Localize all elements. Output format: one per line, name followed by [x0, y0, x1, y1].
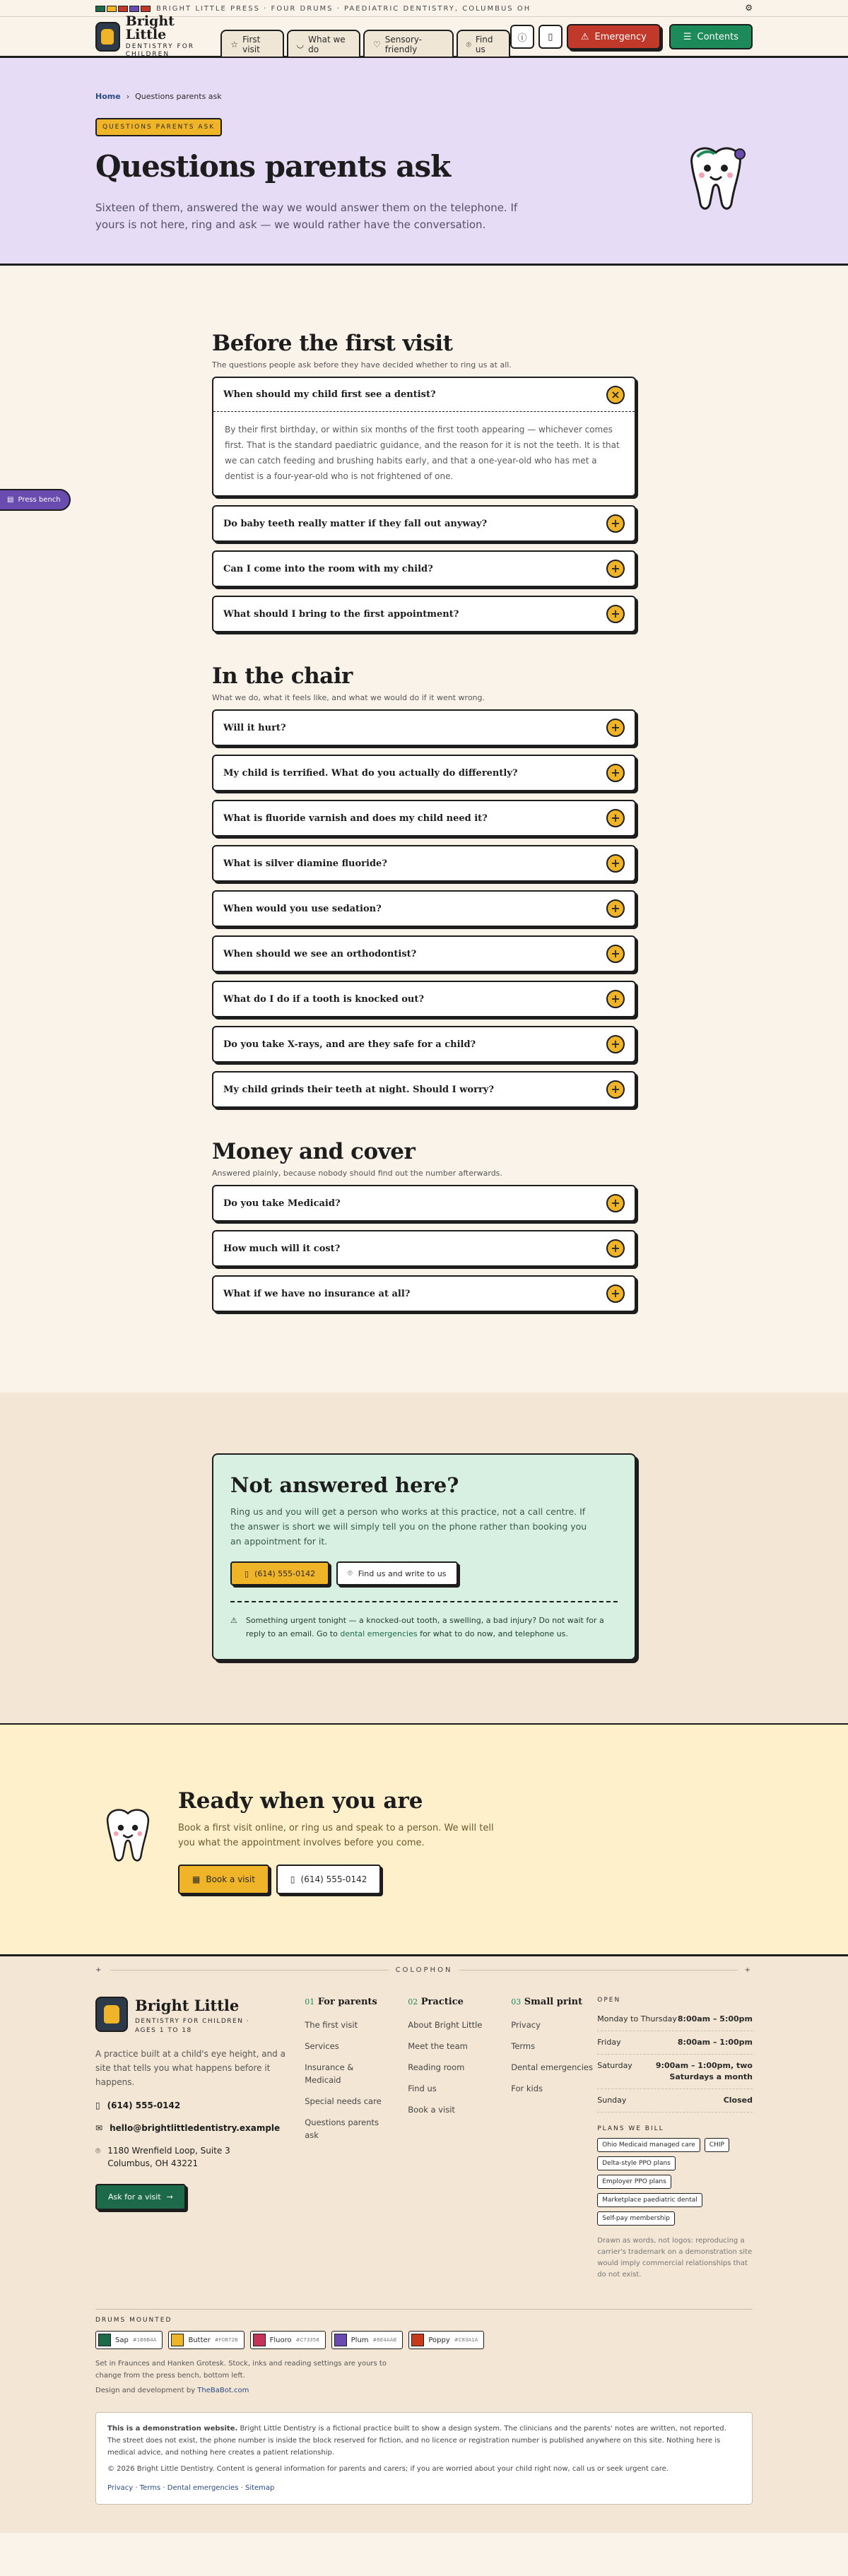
hours-time: 8:00am – 1:00pm [677, 2038, 753, 2047]
alert-icon: ⚠ [230, 1616, 237, 1625]
faq-question[interactable] [213, 982, 635, 1016]
footer-nav-link[interactable]: Privacy [511, 2020, 541, 2030]
footer-nav-link[interactable]: Questions parents ask [305, 2117, 379, 2140]
design-credit: Design and development by TheBaBot.com [95, 2387, 249, 2394]
arrow-right-icon: → [166, 2192, 173, 2202]
settings-icon[interactable]: ⚙ [745, 3, 753, 13]
phone-icon: ▯ [290, 1874, 295, 1884]
nav-tab-label: What we do [308, 35, 346, 54]
site-header [0, 13, 848, 58]
drum-swatches [95, 6, 151, 12]
footer-nav-number: 03 [511, 1997, 522, 2007]
footer-nav-title [408, 1997, 494, 2007]
plus-icon[interactable]: + [606, 764, 625, 782]
mail-icon: ✉ [95, 2123, 103, 2133]
faq-question[interactable] [213, 892, 635, 926]
open-label: OPEN [597, 1997, 621, 2004]
section-badge: QUESTIONS PARENTS ASK [95, 118, 222, 136]
nav-tab[interactable] [457, 30, 510, 57]
drum-hex: #1B6B4A [132, 2337, 157, 2343]
faq-question[interactable] [213, 552, 635, 586]
question-text: What if we have no insurance at all? [223, 1288, 411, 1299]
nav-tab[interactable] [220, 30, 283, 57]
hours-row [597, 2089, 753, 2113]
faq-question[interactable] [213, 597, 635, 631]
plus-icon[interactable]: + [606, 990, 625, 1008]
drum-hex: #C73358 [295, 2337, 319, 2343]
footer-tagline: DENTISTRY FOR CHILDREN · AGES 1 TO 18 [135, 2018, 250, 2034]
drum-chip[interactable] [331, 2331, 404, 2349]
question-text: What should I bring to the first appointment? [223, 608, 459, 620]
footer-brand: Bright Little [135, 1997, 240, 2014]
footer-legal-link[interactable]: Privacy [107, 2484, 134, 2492]
footer-nav-heading: For parents [317, 1997, 377, 2007]
hours-time: 8:00am – 5:00pm [677, 2014, 753, 2023]
ready-band [0, 1725, 848, 1956]
hours-day: Monday to Thursday [597, 2014, 677, 2023]
footer-nav-link[interactable]: About Bright Little [408, 2020, 483, 2030]
footer-nav-link[interactable]: Find us [408, 2084, 437, 2093]
design-link[interactable]: TheBaBot.com [197, 2387, 249, 2394]
calendar-icon: ▦ [192, 1874, 201, 1884]
faq-question[interactable] [213, 801, 635, 835]
drum-chip[interactable] [250, 2331, 326, 2349]
faq-item[interactable] [212, 1275, 636, 1312]
faq-question[interactable] [213, 937, 635, 971]
footer [0, 1956, 848, 2533]
faq-item[interactable] [212, 935, 636, 972]
phone-icon[interactable]: ▯ [538, 25, 563, 49]
page-title: Questions parents ask [95, 149, 451, 184]
faq-question[interactable] [213, 1186, 635, 1220]
not-answered-text: Ring us and you will get a person who works at this practice, not a call centre. If the answer is short we will simply tell you on the phone rather than booking you an appointment for it. [230, 1506, 587, 1547]
footer-legal-link[interactable]: Sitemap [245, 2484, 275, 2492]
drum-swatch [141, 6, 151, 12]
brand-tagline: DENTISTRY FOR CHILDREN [125, 43, 195, 58]
press-text: BRIGHT LITTLE PRESS · FOUR DRUMS · PAEDIATRIC DENTISTRY, COLUMBUS OH [156, 4, 531, 13]
hours-time: 9:00am – 1:00pm, two Saturdays a month [655, 2061, 753, 2081]
set-note: Set in Fraunces and Hanken Grotesk. Stock, inks and reading settings are yours to change from the press bench, bottom left. [95, 2360, 387, 2380]
drum-name: Plum [351, 2336, 369, 2344]
faq-section [212, 331, 636, 632]
section-title: In the chair [212, 663, 353, 689]
drum-name: Fluoro [269, 2336, 292, 2344]
write-button[interactable]: ⌾ Find us and write to us [336, 1561, 457, 1585]
hours-day: Friday [597, 2038, 621, 2047]
not-answered-title: Not answered here? [230, 1473, 459, 1497]
footer-nav-column [305, 1997, 391, 2281]
footer-nav-link[interactable]: The first visit [305, 2020, 358, 2030]
footer-nav-link[interactable]: Meet the team [408, 2041, 468, 2051]
question-text: Will it hurt? [223, 722, 286, 733]
question-text: When would you use sedation? [223, 903, 382, 914]
drums-mounted [95, 2309, 753, 2397]
call-button[interactable]: ▯ (614) 555-0142 [230, 1561, 329, 1585]
pin-icon: ⌾ [95, 2146, 101, 2156]
nav-tab-label: First visit [242, 35, 261, 54]
heart-icon: ♡ [372, 40, 381, 49]
logo-icon[interactable] [95, 1997, 128, 2032]
footer-nav-link[interactable]: Insurance & Medicaid [305, 2062, 354, 2085]
press-bench-button[interactable]: ▤ Press bench [0, 489, 71, 511]
faq-item[interactable] [212, 981, 636, 1017]
hours-row [597, 2031, 753, 2055]
faq-answer: By their first birthday, or within six months of the first tooth appearing — whichever comes first. That is the standard paediatric guidance, and the reason for it is not the teeth. It is that we can catch feeding and brushing habits early, and that a one-year-old who has met a dentist is a four-year-old who is not frightened of one. [225, 425, 620, 481]
footer-nav-number: 02 [408, 1997, 418, 2007]
footer-nav-link[interactable]: Special needs care [305, 2096, 382, 2106]
footer-nav-number: 01 [305, 1997, 315, 2007]
plus-icon[interactable]: + [606, 1194, 625, 1212]
drum-name: Butter [188, 2336, 211, 2344]
plus-icon[interactable]: + [606, 1080, 625, 1099]
footer-about: A practice built at a child's eye height, and a site that tells you what happens before it happens. [95, 2049, 285, 2087]
faq-question[interactable] [213, 1277, 635, 1311]
nav-tab[interactable] [363, 30, 454, 57]
pin-icon: ⌾ [466, 39, 471, 49]
footer-nav-link[interactable]: Services [305, 2041, 339, 2051]
hours-panel [597, 1997, 753, 2281]
footer-nav-link[interactable]: Reading room [408, 2062, 465, 2072]
hero [0, 58, 848, 266]
faq-item[interactable] [212, 890, 636, 927]
question-text: When should we see an orthodontist? [223, 948, 417, 959]
drum-swatch [95, 6, 105, 12]
footer-phone[interactable]: ▯ (614) 555-0142 [95, 2101, 181, 2110]
plan-chip: Employer PPO plans [597, 2175, 671, 2189]
question-text: My child is terrified. What do you actually do differently? [223, 767, 518, 779]
faq-item[interactable] [212, 505, 636, 542]
faq-question[interactable] [213, 1073, 635, 1106]
drum-chip[interactable] [408, 2331, 484, 2349]
brand[interactable] [126, 15, 211, 59]
footer-nav-title [511, 1997, 597, 2007]
plan-chip: Self-pay membership [597, 2211, 675, 2226]
phone-icon: ▯ [95, 2101, 100, 2110]
ready-text: Book a first visit online, or ring us and speak to a person. We will tell you what the appointment involves before you come. [178, 1823, 494, 1848]
plans-note: Drawn as words, not logos: reproducing a carrier's trademark on a demonstration site would imply commercial relationships that do not exist. [597, 2237, 753, 2279]
not-answered-card [212, 1453, 636, 1660]
brand-name: Bright Little [125, 13, 175, 42]
faq-question[interactable] [213, 711, 635, 745]
faq-section [212, 1139, 636, 1312]
plan-chip: Marketplace paediatric dental [597, 2193, 702, 2207]
faq-item[interactable] [212, 845, 636, 882]
faq-question[interactable] [213, 1027, 635, 1061]
hours-time: Closed [723, 2096, 753, 2105]
footer-nav-column [408, 1997, 494, 2281]
question-text: What do I do if a tooth is knocked out? [223, 993, 424, 1005]
alert-icon: ⚠ [580, 31, 589, 42]
section-subtitle: The questions people ask before they have decided whether to ring us at all. [212, 360, 512, 370]
drum-color-swatch [253, 2334, 266, 2346]
faq-question[interactable] [213, 1231, 635, 1265]
plans-label: PLANS WE BILL [597, 2125, 664, 2132]
question-text: How much will it cost? [223, 1243, 341, 1254]
footer-nav-heading: Small print [524, 1997, 583, 2007]
hours-row [597, 2055, 753, 2089]
faq-question[interactable] [213, 756, 635, 790]
question-text: Can I come into the room with my child? [223, 563, 433, 574]
faq-question[interactable] [213, 378, 635, 412]
faq-item[interactable] [212, 1230, 636, 1267]
drum-name: Poppy [428, 2336, 450, 2344]
plus-icon[interactable]: + [606, 1239, 625, 1258]
plus-icon[interactable]: + [606, 945, 625, 963]
drum-color-swatch [411, 2334, 424, 2346]
faq-item[interactable] [212, 755, 636, 791]
drum-color-swatch [334, 2334, 347, 2346]
hours-day: Saturday [597, 2061, 632, 2070]
question-text: Do baby teeth really matter if they fall out anyway? [223, 518, 488, 529]
drum-chip[interactable] [95, 2331, 163, 2349]
copyright: © 2026 Bright Little Dentistry. Content is general information for parents and carers; if you are worried about your child right now, call us or seek urgent care. [107, 2465, 669, 2473]
drum-swatch [118, 6, 128, 12]
faq-question[interactable] [213, 507, 635, 540]
hours-row [597, 2008, 753, 2031]
chevron-right-icon: › [126, 92, 130, 101]
plus-icon[interactable]: + [606, 514, 625, 533]
not-answered-band [0, 1393, 848, 1725]
question-text: What is silver diamine fluoride? [223, 858, 387, 869]
section-subtitle: What we do, what it feels like, and what we would do if it went wrong. [212, 693, 485, 702]
breadcrumb-current: Questions parents ask [135, 92, 222, 101]
drum-hex: #6E4AAB [372, 2337, 397, 2343]
close-icon[interactable]: × [606, 386, 625, 404]
drum-color-swatch [171, 2334, 184, 2346]
nav-tab-label: Find us [475, 35, 493, 54]
footer-legal-link[interactable]: Dental emergencies [167, 2484, 239, 2492]
info-icon[interactable]: ⓘ [510, 25, 534, 49]
bench-icon: ▤ [7, 496, 14, 504]
faq-item[interactable] [212, 596, 636, 632]
breadcrumb-home[interactable]: Home [95, 92, 121, 101]
plus-icon[interactable]: + [606, 809, 625, 827]
breadcrumb [95, 58, 753, 101]
menu-icon: ☰ [683, 31, 692, 42]
book-visit-button[interactable]: ▦ Book a visit [178, 1865, 269, 1894]
demo-notice: This is a demonstration website. Bright Little Dentistry is a fictional practice built to show a design system. The clinicians and the parents' notes are written, not reported. The street does not exist, the phone number is inside the block reserved for fiction, and no licence or registration number is published anywhere on this site. Nothing here is medical advice, and nothing here creates a patient relationship. © 2026 Bright Little Dentistry. Content is general information for parents and carers; if you are worried about your child right now, call us or seek urgent care. Privacy · Terms · Dental emergencies · Sitemap [95, 2412, 753, 2505]
drum-color-swatch [98, 2334, 111, 2346]
question-text: When should my child first see a dentist? [223, 389, 436, 400]
faq-item[interactable] [212, 1185, 636, 1222]
hours-day: Sunday [597, 2096, 627, 2105]
plus-icon[interactable]: + [606, 719, 625, 737]
colophon-rule: + COLOPHON + [95, 1966, 753, 1974]
drum-swatch [129, 6, 139, 12]
section-title: Before the first visit [212, 331, 453, 356]
faq-item[interactable] [212, 709, 636, 746]
footer-nav-link[interactable]: Dental emergencies [511, 2062, 594, 2072]
pin-icon: ⌾ [348, 1568, 353, 1578]
footer-nav-link[interactable]: For kids [511, 2084, 543, 2093]
drum-name: Sap [115, 2336, 129, 2344]
nav-tab-label: Sensory-friendly [384, 35, 423, 54]
plus-icon[interactable]: + [606, 854, 625, 873]
footer-nav-title [305, 1997, 391, 2007]
question-text: Do you take Medicaid? [223, 1198, 341, 1209]
plan-chip: Ohio Medicaid managed care [597, 2138, 700, 2152]
plus-icon[interactable]: + [606, 605, 625, 623]
plan-chip: Delta-style PPO plans [597, 2156, 676, 2170]
emergency-link[interactable]: dental emergencies [340, 1629, 418, 1638]
section-title: Money and cover [212, 1139, 416, 1164]
question-text: Do you take X-rays, and are they safe for a child? [223, 1039, 476, 1050]
drum-swatch [107, 6, 117, 12]
footer-nav-link[interactable]: Book a visit [408, 2105, 455, 2115]
nav-tabs [220, 30, 510, 57]
tooth-mascot-icon [682, 143, 750, 213]
logo-icon[interactable] [95, 22, 120, 52]
call-button[interactable]: ▯ (614) 555-0142 [276, 1865, 381, 1894]
drum-chip[interactable] [168, 2331, 244, 2349]
question-text: What is fluoride varnish and does my child need it? [223, 813, 488, 824]
plus-icon: + [744, 1966, 753, 1974]
emergency-button[interactable]: ⚠ Emergency [567, 24, 661, 49]
faq-question[interactable] [213, 846, 635, 880]
phone-icon: ▯ [245, 1568, 249, 1578]
question-text: My child grinds their teeth at night. Should I worry? [223, 1084, 494, 1095]
contents-button[interactable]: ☰ Contents [669, 24, 753, 49]
faq-item[interactable] [212, 377, 636, 497]
faq-item[interactable] [212, 800, 636, 837]
tooth-mascot-icon [99, 1805, 157, 1865]
plan-chip: CHIP [705, 2138, 729, 2152]
faq [0, 266, 848, 1393]
tooth-icon: ◡ [296, 40, 305, 49]
drums-label: DRUMS MOUNTED [95, 2317, 172, 2324]
page-lead: Sixteen of them, answered the way we would answer them on the telephone. If yours is not here, ring and ask — we would rather have the conversation. [95, 201, 518, 231]
faq-item[interactable] [212, 1026, 636, 1063]
ask-for-visit-button[interactable]: Ask for a visit → [95, 2184, 186, 2210]
faq-item[interactable] [212, 1071, 636, 1108]
footer-address: ⌾ 1180 Wrenfield Loop, Suite 3 Columbus, OH 43221 [95, 2146, 230, 2168]
faq-item[interactable] [212, 550, 636, 587]
star-icon: ☆ [230, 40, 239, 49]
plus-icon: + [95, 1966, 104, 1974]
urgent-note: ⚠ Something urgent tonight — a knocked-out tooth, a swelling, a bad injury? Do not wait for a reply to an email. Go to dental emergencies for what to do now, and telephone us. [230, 1601, 618, 1641]
drum-hex: #C83A1A [454, 2337, 478, 2343]
plus-icon[interactable]: + [606, 1284, 625, 1303]
drum-hex: #F0B72B [214, 2337, 238, 2343]
plus-icon[interactable]: + [606, 560, 625, 578]
section-subtitle: Answered plainly, because nobody should find out the number afterwards. [212, 1169, 502, 1178]
nav-tab[interactable] [287, 30, 360, 57]
ready-title: Ready when you are [178, 1788, 423, 1814]
plus-icon[interactable]: + [606, 899, 625, 918]
footer-nav-heading: Practice [420, 1997, 464, 2007]
faq-section [212, 663, 636, 1108]
footer-email[interactable]: ✉ hello@brightlittledentistry.example [95, 2123, 281, 2133]
footer-nav-link[interactable]: Terms [511, 2041, 536, 2051]
plus-icon[interactable]: + [606, 1035, 625, 1053]
footer-legal-link[interactable]: Terms [139, 2484, 161, 2492]
footer-nav-column [511, 1997, 597, 2281]
